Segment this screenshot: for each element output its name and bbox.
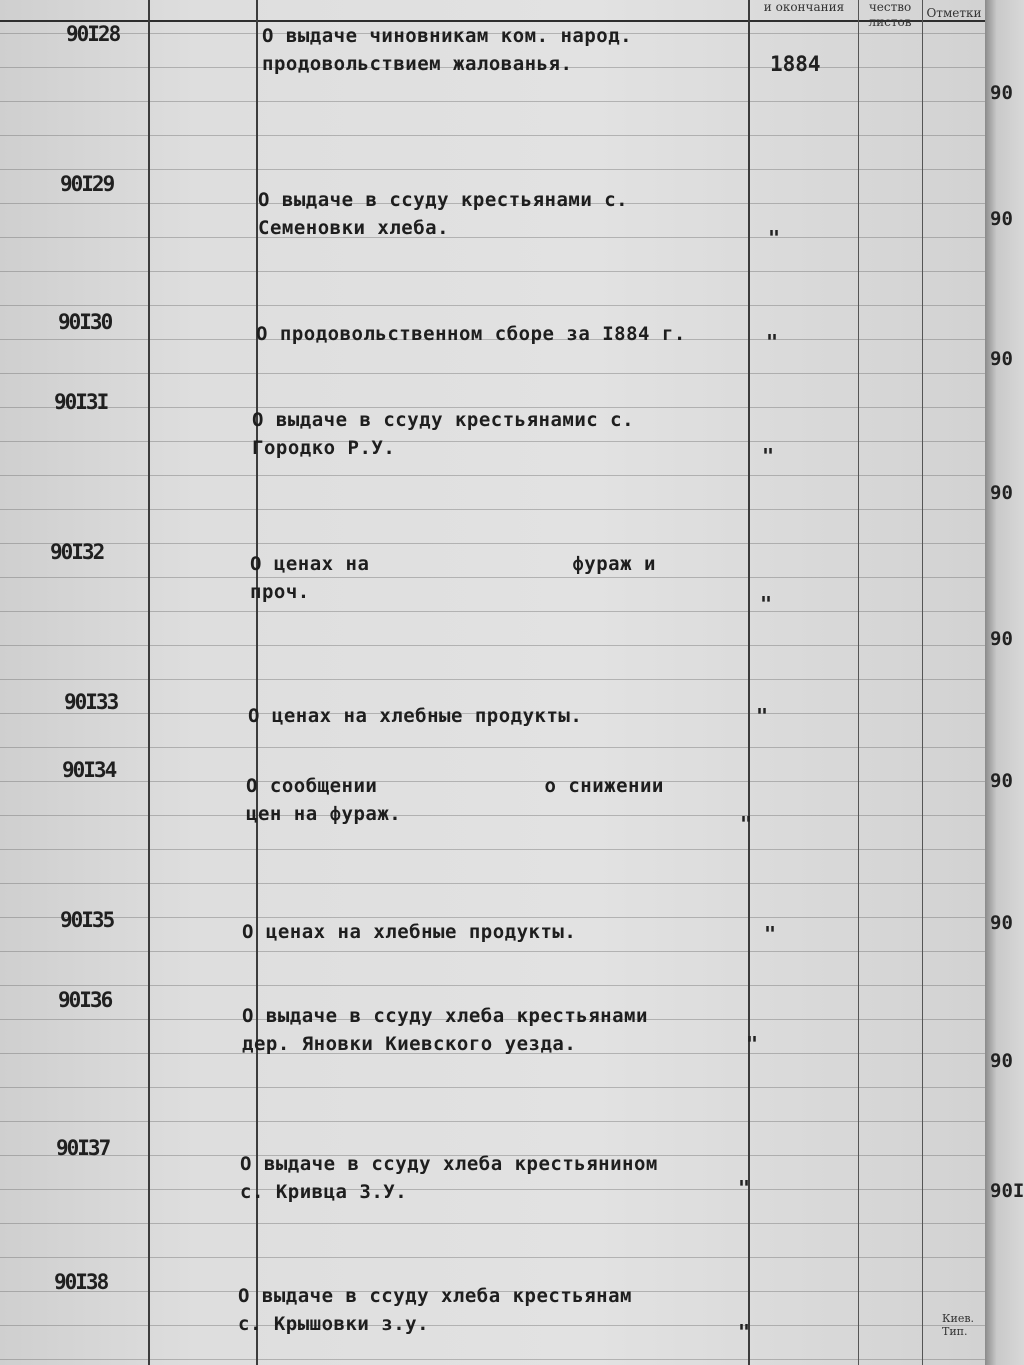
entry-title: О ценах на хлебные продукты.	[242, 921, 577, 943]
entry-title: О ценах на хлебные продукты.	[248, 705, 583, 727]
side-number: 90	[990, 208, 1013, 230]
entry-number: 90I36	[58, 988, 112, 1012]
entry-ditto-mark: "	[762, 444, 775, 468]
entry-number: 90I28	[66, 22, 120, 46]
entry-ditto-mark: "	[768, 226, 781, 250]
printer-imprint: Киев. Тип.	[942, 1312, 975, 1338]
column-rule	[858, 0, 859, 1365]
entry-number: 90I38	[54, 1270, 108, 1294]
entry-title: О ценах на фураж и проч.	[250, 553, 656, 603]
column-rule	[148, 0, 150, 1365]
entry-number: 90I32	[50, 540, 104, 564]
side-number: 90	[990, 482, 1013, 504]
entry-ditto-mark: "	[766, 330, 779, 354]
adjacent-page-edge	[985, 0, 1024, 1365]
entry-date: 1884	[770, 52, 821, 76]
side-number: 90	[990, 348, 1013, 370]
side-number: 90I	[990, 1180, 1024, 1202]
entry-title: О выдаче в ссуду хлеба крестьянами дер. Яновки Киевского уезда.	[242, 1005, 648, 1055]
entry-ditto-mark: "	[764, 922, 777, 946]
side-number: 90	[990, 770, 1013, 792]
entry-number: 90I34	[62, 758, 116, 782]
entry-title: О выдаче в ссуду хлеба крестьянам с. Крышовки з.у.	[238, 1285, 632, 1335]
entry-ditto-mark: "	[760, 592, 773, 616]
entry-ditto-mark: "	[756, 704, 769, 728]
entry-title: О выдаче в ссуду крестьянамис с. Городко Р.У.	[252, 409, 635, 459]
column-rule	[922, 0, 923, 1365]
side-number: 90	[990, 82, 1013, 104]
entry-title: О выдаче чиновникам ком. народ. продовольствием жалованья.	[262, 25, 633, 75]
side-number: 90	[990, 1050, 1013, 1072]
header-dates: и окончания	[763, 0, 845, 14]
header-sheets: чество листов	[868, 0, 912, 29]
entry-title: О выдаче в ссуду хлеба крестьянином с. Кривца З.У.	[240, 1153, 658, 1203]
entry-number: 90I37	[56, 1136, 110, 1160]
entry-title: О выдаче в ссуду крестьянами с. Семеновки хлеба.	[258, 189, 629, 239]
entry-ditto-mark: "	[746, 1032, 759, 1056]
entry-ditto-mark: "	[740, 812, 753, 836]
side-number: 90	[990, 628, 1013, 650]
entry-number: 90I35	[60, 908, 114, 932]
entry-number: 90I29	[60, 172, 114, 196]
column-rule	[748, 0, 750, 1365]
entry-title: О продовольственном сборе за I884 г.	[256, 323, 686, 345]
entry-ditto-mark: "	[738, 1176, 751, 1200]
entry-number: 90I33	[64, 690, 118, 714]
entry-ditto-mark: "	[738, 1320, 751, 1344]
entry-number: 90I3I	[54, 390, 108, 414]
side-number: 90	[990, 912, 1013, 934]
header-notes: Отметки	[926, 6, 982, 20]
entry-title: О сообщении о снижении цен на фураж.	[246, 775, 664, 825]
entry-number: 90I30	[58, 310, 112, 334]
